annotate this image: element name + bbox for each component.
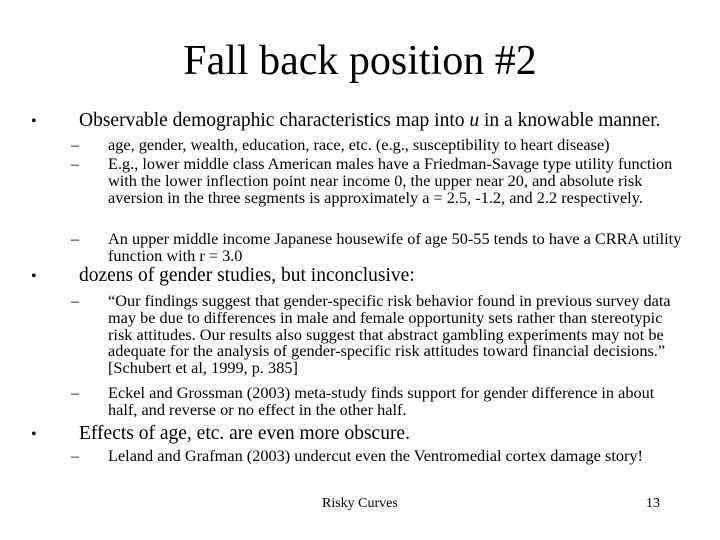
bullet-1-sub-2: E.g., lower middle class American males have a Friedman-Savage type utility function with the lower inflection point near income 0, the upper near 20, and absolute risk aversion in the three segments is approximately a = 2.5, -1.2, and 2.2 respectively.	[108, 154, 673, 207]
bullet-1-sub-1: age, gender, wealth, education, race, etc. (e.g., susceptibility to heart disease)	[108, 135, 610, 154]
bullet-3-sub-1: Leland and Grafman (2003) undercut even the Ventromedial cortex damage story!	[108, 446, 643, 465]
sub-bullet-marker: –	[71, 448, 79, 465]
sub-bullet-marker: –	[71, 231, 79, 248]
bullet-marker: •	[31, 426, 37, 443]
sub-bullet-marker: –	[71, 293, 79, 310]
bullet-2-text: dozens of gender studies, but inconclusive:	[79, 265, 415, 286]
bullet-1-text: Observable demographic characteristics map into u in a knowable manner.	[79, 110, 661, 131]
bullet-3-text: Effects of age, etc. are even more obscure.	[79, 423, 410, 444]
sub-bullet-marker: –	[71, 137, 79, 154]
sub-bullet-marker: –	[71, 156, 79, 173]
footer-label: Risky Curves	[322, 496, 398, 511]
slide-title: Fall back position #2	[183, 38, 537, 84]
bullet-2-sub-1: “Our findings suggest that gender-specific risk behavior found in previous survey data may be due to differences in male and female opportunity sets rather than stereotypic risk attitudes. Our results also suggest that abstract gambling experiments may not be adequate for the analysis of gender-specific risk attitudes toward financial decisions.” [Schubert et al, 1999, p. 385]	[108, 291, 671, 378]
bullet-marker: •	[31, 113, 37, 130]
bullet-1-sub-3: An upper middle income Japanese housewife of age 50-55 tends to have a CRRA utility function with r = 3.0	[108, 229, 682, 265]
bullet-2-sub-2: Eckel and Grossman (2003) meta-study finds support for gender difference in about half, and reverse or no effect in the other half.	[108, 383, 655, 419]
bullet-marker: •	[31, 268, 37, 285]
sub-bullet-marker: –	[71, 385, 79, 402]
page-number: 13	[646, 496, 660, 511]
